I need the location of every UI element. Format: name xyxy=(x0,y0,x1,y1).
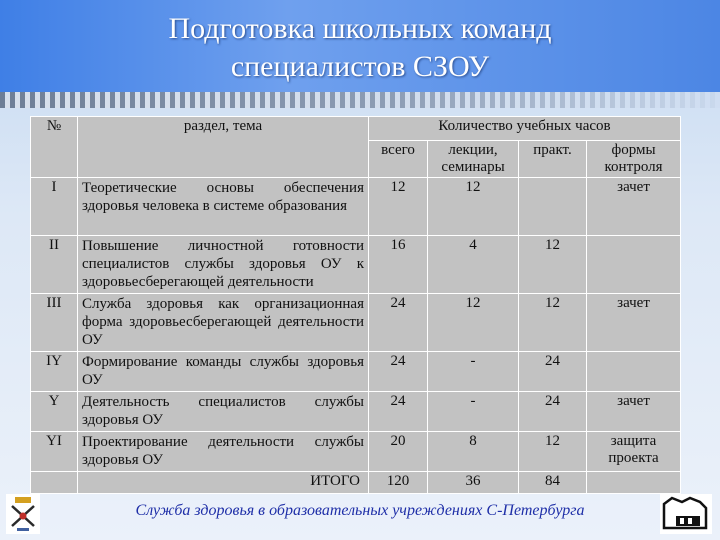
row-practice: 12 xyxy=(519,432,587,472)
row-control xyxy=(587,352,681,392)
row-total: 24 xyxy=(369,392,428,432)
row-num: YI xyxy=(31,432,78,472)
header-hours-group: Количество учебных часов xyxy=(369,117,681,141)
row-lectures: 4 xyxy=(428,236,519,294)
row-num: III xyxy=(31,294,78,352)
row-topic: Формирование команды службы здоровья ОУ xyxy=(78,352,369,392)
row-control: защита проекта xyxy=(587,432,681,472)
title-line-2: специалистов СЗОУ xyxy=(230,50,490,83)
header-num: № xyxy=(31,117,78,178)
row-total: 24 xyxy=(369,294,428,352)
row-total: 12 xyxy=(369,178,428,236)
header-topic: раздел, тема xyxy=(78,117,369,178)
row-control xyxy=(587,236,681,294)
curriculum-table xyxy=(30,116,681,494)
total-control xyxy=(587,472,681,494)
table-row xyxy=(31,178,681,236)
decorative-band-fade xyxy=(0,92,720,108)
row-num: Y xyxy=(31,392,78,432)
row-practice xyxy=(519,178,587,236)
row-topic: Повышение личностной готовности специалистов службы здоровья ОУ к здоровьесберегающей деятельности xyxy=(78,236,369,294)
row-practice: 24 xyxy=(519,352,587,392)
table-row xyxy=(31,236,681,294)
row-num: I xyxy=(31,178,78,236)
title-line-1: Подготовка школьных команд xyxy=(168,12,552,45)
row-practice: 24 xyxy=(519,392,587,432)
total-row xyxy=(31,472,681,494)
header-practice: практ. xyxy=(519,141,587,178)
total-lectures: 36 xyxy=(428,472,519,494)
header-lectures: лекции, семинары xyxy=(428,141,519,178)
row-control: зачет xyxy=(587,294,681,352)
row-lectures: 12 xyxy=(428,178,519,236)
row-lectures: 12 xyxy=(428,294,519,352)
row-topic: Деятельность специалистов службы здоровья ОУ xyxy=(78,392,369,432)
total-hours: 120 xyxy=(369,472,428,494)
row-practice: 12 xyxy=(519,294,587,352)
row-control: зачет xyxy=(587,392,681,432)
row-lectures: - xyxy=(428,392,519,432)
table-row xyxy=(31,294,681,352)
header-row xyxy=(31,117,681,141)
row-total: 24 xyxy=(369,352,428,392)
row-topic: Служба здоровья как организационная форма здоровьесберегающей деятельности ОУ xyxy=(78,294,369,352)
table-row xyxy=(31,432,681,472)
total-label: ИТОГО xyxy=(78,472,369,494)
row-topic: Теоретические основы обеспечения здоровья человека в системе образования xyxy=(78,178,369,236)
table-row xyxy=(31,392,681,432)
row-lectures: - xyxy=(428,352,519,392)
row-total: 16 xyxy=(369,236,428,294)
row-control: зачет xyxy=(587,178,681,236)
row-num: II xyxy=(31,236,78,294)
organization-logo-icon xyxy=(660,494,712,534)
total-practice: 84 xyxy=(519,472,587,494)
row-practice: 12 xyxy=(519,236,587,294)
footer-text: Служба здоровья в образовательных учреждениях С-Петербурга xyxy=(135,502,585,519)
slide-title xyxy=(0,10,720,86)
row-total: 20 xyxy=(369,432,428,472)
table-row xyxy=(31,352,681,392)
city-emblem-icon xyxy=(6,494,40,534)
row-topic: Проектирование деятельности службы здоровья ОУ xyxy=(78,432,369,472)
header-control: формы контроля xyxy=(587,141,681,178)
header-total: всего xyxy=(369,141,428,178)
total-row-num xyxy=(31,472,78,494)
row-num: IY xyxy=(31,352,78,392)
row-lectures: 8 xyxy=(428,432,519,472)
